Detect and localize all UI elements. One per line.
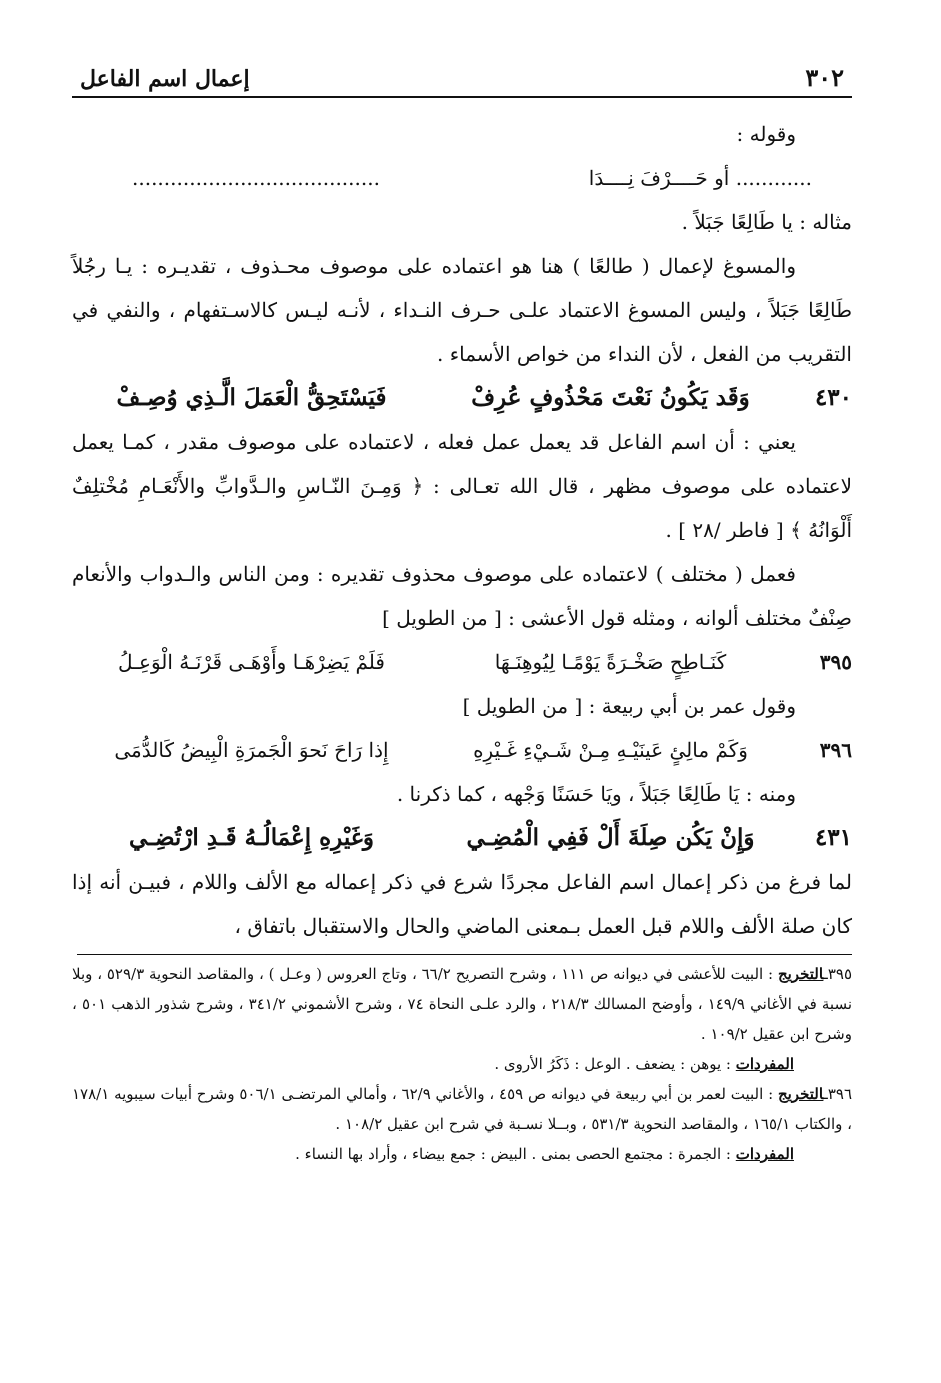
footnote-divider: [77, 954, 852, 955]
verse-hemistich-left: فَلَمْ يَضِرْهَـا وأَوْهَـى قَرْنَـهُ الْوَعِـلُ: [118, 650, 385, 674]
footnotes: [72, 959, 852, 1169]
paragraph-explanation-430: يعني : أن اسم الفاعل قد يعمل عمل فعله ، لاعتماده على موصوف مقدر ، كمـا يعمل لاعتماده على موصوف مظهر ، قال الله تعـالى : ﴿ وَمِـنَ النّـاسِ والـدَّوابِّ والأَنْعَـامِ مُخْتلِفٌ أَلْوَانُهُ ﴾ [ فاطر /٢٨ ] .: [72, 430, 852, 542]
alfiya-verse-431: [72, 816, 852, 860]
verse-hemistich-left: وَغَيْرِهِ إِعْمَالُـهُ قَـدِ ارْتُضِـي: [129, 824, 374, 851]
footnote-396: [72, 1079, 852, 1139]
paragraph-musawwigh: والمسوغ لإعمال ( طالعًا ) هنا هو اعتماده على موصوف محـذوف ، تقديـره : يـا رجُلاً طَالِعًا جَبَلاً ، وليس المسوغ الاعتماد علـى حـرف النـداء ، لأنـه ليـس كالاسـتفهام ، والنفي في التقريب من الفعل ، لأن النداء من خواص الأسماء .: [72, 254, 852, 366]
footnote-text: : البيت لعمر بن أبي ربيعة في ديوانه ص ٤٥٩ ، والأغاني ٦٢/٩ ، وأمالي المرتضـى ٥٠٦/١ وشرح أبيات سيبويه ١٧٨/١ ، والكتاب ١٦٥/١ ، والمقاصد النحوية ٥٣١/٣ ، وبــلا نسـبة في شرح ابن عقيل ١٠٨/٢ .: [72, 1085, 852, 1133]
footnote-396-vocab: [72, 1139, 852, 1169]
footnote-text: : البيت للأعشى في ديوانه ص ١١١ ، وشرح التصريح ٦٦/٢ ، وتاج العروس ( وعـل ) ، والمقاصد النحوية ٥٢٩/٣ ، وبلا نسبة في الأغاني ١٤٩/٩ ، وأوضح المسالك ٢١٨/٣ ، والرد علـى النحاة ٧٤ ، وشرح الأشموني ٣٤١/٢ ، وشرح شذور الذهب ٥٠١ ، وشرح ابن عقيل ١٠٩/٢ .: [72, 965, 853, 1043]
page-header: [72, 50, 852, 98]
footnote-395-vocab: [72, 1049, 852, 1079]
paragraph-example: مثاله : يا طَالِعًا جَبَلاً .: [681, 210, 852, 234]
vocab-label: المفردات: [735, 1055, 794, 1073]
book-page: [72, 50, 852, 1169]
footnote-395: [72, 959, 852, 1049]
verse-number: ٣٩٥: [819, 650, 852, 674]
verse-hemistich-left: إِذا رَاحَ نَحوَ الْجَمرَةِ الْبِيضُ كَالدُّمَى: [114, 738, 389, 762]
footnote-number: ٣٩٦ـ: [823, 1085, 852, 1103]
verse-hemistich-left: فَيَسْتَحِقُّ الْعَمَلَ الَّـذِي وُصِـفْ: [116, 384, 387, 411]
verse-fragment: [72, 156, 852, 200]
verse-fragment-right: ............ أو حَــــرْفَ نِــــدَا: [588, 166, 812, 190]
footnote-label: التخريج: [777, 1085, 824, 1103]
page-title: إعمال اسم الفاعل: [80, 66, 250, 92]
verse-fragment-left: .......................................: [132, 166, 380, 190]
vocab-label: المفردات: [735, 1145, 794, 1163]
vocab-text: : يوهن : يضعف . الوعل : ذَكَرُ الأروى .: [494, 1055, 731, 1073]
paragraph-mukhtalif: فعمل ( مختلف ) لاعتماده على موصوف محذوف تقديره : ومن الناس والـدواب والأنعام صِنْفٌ مختلف ألوانه ، ومثله قول الأعشى : [ من الطويل ]: [72, 562, 852, 630]
shahid-verse-396: [72, 728, 852, 772]
shahid-verse-395: [72, 640, 852, 684]
paragraph-minhu: ومنه : يَا طَالِعًا جَبَلاً ، ويَا حَسَنًا وَجْهه ، كما ذكرنا .: [396, 782, 796, 806]
verse-hemistich-right: كَنَـاطِحٍ صَخْـرَةً يَوْمًـا لِيُوهِنَـهَا: [494, 650, 727, 674]
main-text: [72, 112, 852, 948]
footnote-label: التخريج: [777, 965, 824, 983]
intro-label: وقوله :: [736, 122, 796, 146]
vocab-text: : الجمرة : مجتمع الحصى بمنى . البيض : جمع بيضاء ، وأراد بها النساء .: [295, 1145, 731, 1163]
verse-hemistich-right: وَكَمْ مالِئٍ عَينَيْـهِ مِـنْ شَـيْءِ غَـيْرِهِ: [473, 738, 748, 762]
verse-number: ٣٩٦: [819, 738, 852, 762]
footnote-number: ٣٩٥ـ: [823, 965, 852, 983]
verse-hemistich-right: وَقَد يَكُونُ نَعْتَ مَحْذُوفٍ عُرِفْ: [471, 384, 750, 411]
paragraph-explanation-431: لما فرغ من ذكر إعمال اسم الفاعل مجردًا شرع في ذكر إعماله مع الألف واللام ، فبيـن أنه إذا كان صلة الألف واللام قبل العمل بـمعنى الماضي والحال والاستقبال باتفاق ،: [72, 870, 852, 938]
verse-number: ٤٣١: [814, 824, 852, 851]
page-number: ٣٠٢: [805, 63, 844, 92]
intro-396: وقول عمر بن أبي ربيعة : [ من الطويل ]: [462, 694, 796, 718]
alfiya-verse-430: [72, 376, 852, 420]
verse-number: ٤٣٠: [814, 384, 852, 411]
verse-hemistich-right: وَإِنْ يَكُن صِلَةَ أَلْ فَفِي الْمُضِـي: [466, 824, 755, 851]
